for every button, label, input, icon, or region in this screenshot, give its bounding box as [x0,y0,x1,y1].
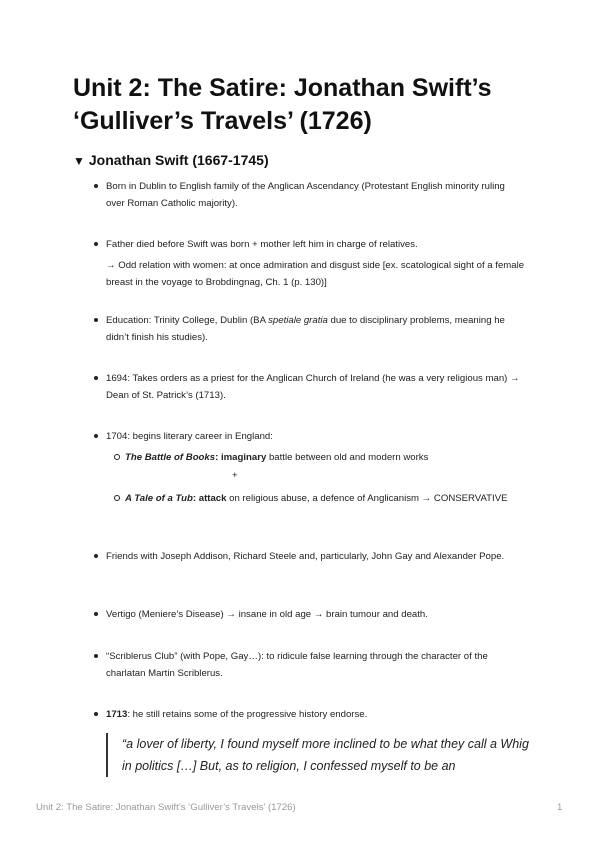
footer-page-number: 1 [557,802,563,813]
list-item-text: : he still retains some of the progressive history endorse. [127,709,368,720]
list-item-text: 1704: begins literary career in England: [106,431,273,442]
sub-list-item-text: battle between old and modern works [266,452,429,463]
list-item [106,548,526,565]
list-item-text: Education: Trinity College, Dublin (BA [106,315,269,326]
section-toggle-jonathan-swift[interactable] [73,152,269,168]
sub-list-item [125,490,525,507]
plus-sign: + [232,470,238,481]
list-item [106,236,526,291]
page-title: Unit 2: The Satire: Jonathan Swift’s ‘Gulliver’s Travels’ (1726) [73,74,492,135]
blockquote [106,733,542,777]
year-label: 1713 [106,709,128,720]
list-item [106,428,526,445]
list-item [106,370,526,404]
footer-document-title: Unit 2: The Satire: Jonathan Swift’s ‘Gulliver’s Travels’ (1726) [36,802,296,813]
emphasis: : imaginary [215,452,267,463]
section-heading: Jonathan Swift (1667-1745) [88,152,269,168]
list-item-text: 1694: Takes orders as a priest for the Anglican Church of Ireland (he was a very religious man) → Dean of St. Patrick’s (1713). [106,373,520,401]
list-item-text: Father died before Swift was born + mother left him in charge of relatives. [106,239,418,250]
list-item [106,648,526,682]
toggle-triangle-icon[interactable]: ▼ [73,154,85,168]
latin-phrase: spetiale gratia [268,315,328,326]
work-title: The Battle of Books [125,452,216,463]
list-item-text: Vertigo (Meniere’s Disease) → insane in old age → brain tumour and death. [106,609,428,620]
quote-text: “a lover of liberty, I found myself more inclined to be what they call a Whig in politics […] But, as to religion, I confessed myself to be an [122,737,529,773]
list-item-text: due to disciplinary problems, meaning he didn’t finish his studies). [106,315,505,343]
sub-list-item-text: on religious abuse, a defence of Anglicanism → CONSERVATIVE [226,493,508,504]
list-item-text: Born in Dublin to English family of the Anglican Ascendancy (Protestant English minority ruling over Roman Catholic majority). [106,181,505,209]
list-item-text: Friends with Joseph Addison, Richard Steele and, particularly, John Gay and Alexander Pope. [106,551,505,562]
list-item [106,606,526,623]
list-item-note: → Odd relation with women: at once admiration and disgust side [ex. scatological sight of a female breast in the voyage to Brobdingnag, Ch. 1 (p. 130)] [106,260,525,288]
list-item [106,706,526,723]
list-item [106,312,526,346]
sub-list-item [125,449,525,466]
list-item-text: “Scriblerus Club” (with Pope, Gay…): to ridicule false learning through the character of the charlatan Martin Scriblerus. [106,651,488,679]
list-item [106,178,526,212]
emphasis: : attack [192,493,227,504]
work-title: A Tale of a Tub [125,493,193,504]
